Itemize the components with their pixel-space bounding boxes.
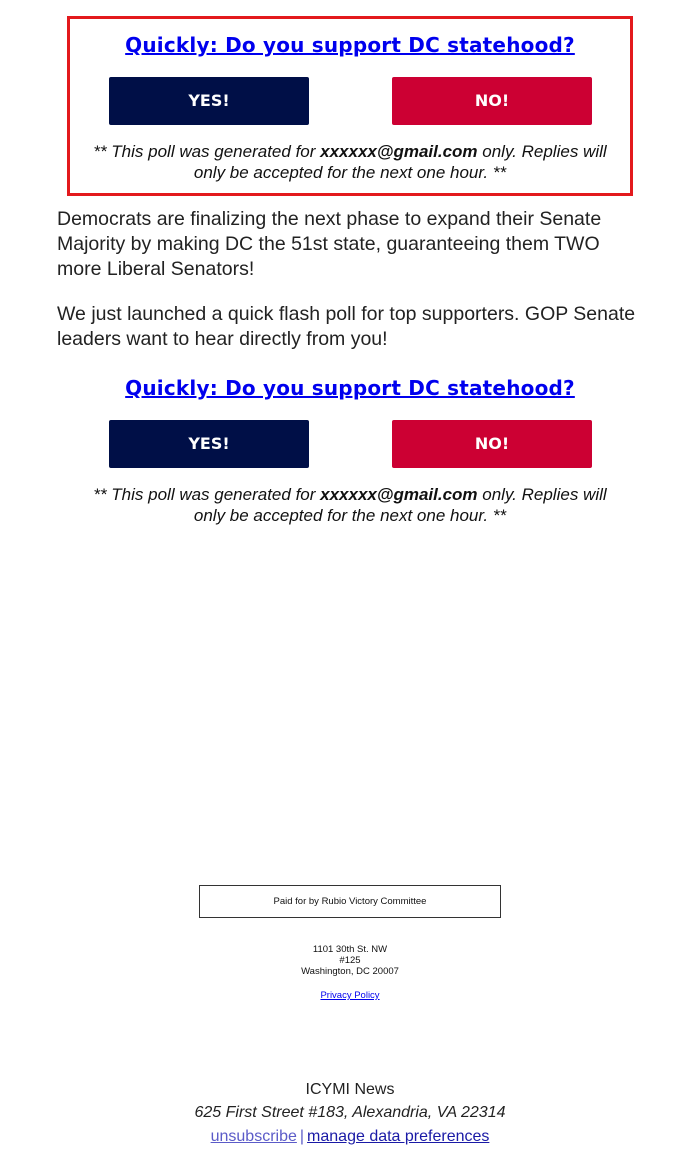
no-button-top[interactable]: NO! [392, 77, 592, 125]
manage-data-preferences-link[interactable]: manage data preferences [307, 1128, 490, 1145]
poll-question-link-bottom[interactable]: Quickly: Do you support DC statehood? [125, 376, 575, 400]
privacy-policy-link[interactable]: Privacy Policy [320, 990, 380, 1001]
sender-address: 625 First Street #183, Alexandria, VA 22314 [194, 1104, 506, 1121]
address-line: 1101 30th St. NW [312, 944, 388, 955]
poll-note-suffix: only. Replies will only be accepted for the next one hour. ** [193, 142, 607, 182]
footer-links [0, 1128, 700, 1146]
body-paragraph-2: We just launched a quick flash poll for top supporters. GOP Senate leaders want to hear directly from you! [57, 303, 636, 350]
yes-button-top[interactable]: YES! [109, 77, 309, 125]
paid-for-disclaimer: Paid for by Rubio Victory Committee [199, 885, 501, 918]
link-separator: | [299, 1128, 305, 1145]
address-line: #125 [339, 955, 361, 966]
yes-button-bottom[interactable]: YES! [109, 420, 309, 468]
poll-note-suffix: only. Replies will only be accepted for the next one hour. ** [193, 485, 607, 525]
address-line: Washington, DC 20007 [301, 966, 399, 977]
poll-note-prefix: ** This poll was generated for [93, 142, 321, 161]
poll-note-prefix: ** This poll was generated for [93, 485, 321, 504]
poll-note-email: xxxxxx@gmail.com [320, 142, 478, 161]
body-paragraph-1: Democrats are finalizing the next phase to expand their Senate Majority by making DC the 51st state, guaranteeing them TWO more Liberal Senators! [57, 208, 602, 280]
committee-address [200, 944, 500, 977]
sender-name: ICYMI News [305, 1081, 395, 1098]
poll-note-bottom [90, 484, 610, 526]
no-button-bottom[interactable]: NO! [392, 420, 592, 468]
poll-note-top [90, 141, 610, 183]
unsubscribe-link[interactable]: unsubscribe [210, 1128, 297, 1145]
poll-question-link-top[interactable]: Quickly: Do you support DC statehood? [125, 33, 575, 57]
poll-note-email: xxxxxx@gmail.com [320, 485, 478, 504]
